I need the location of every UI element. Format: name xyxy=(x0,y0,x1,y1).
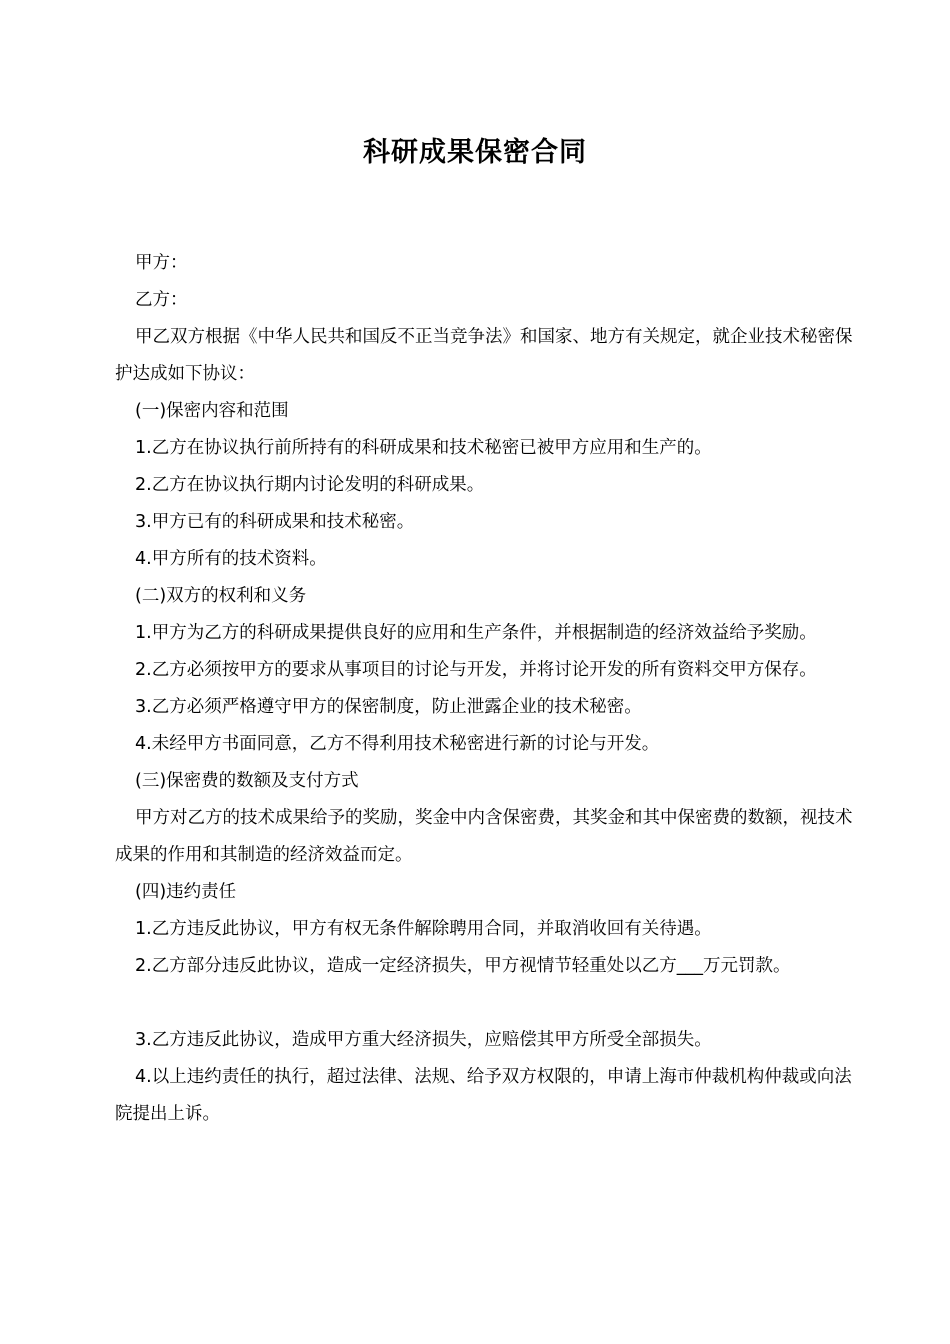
clause-3-body: 甲方对乙方的技术成果给予的奖励，奖金中内含保密费，其奖金和其中保密费的数额，视技术成果的作用和其制造的经济效益而定。 xyxy=(115,808,853,865)
blank-gap xyxy=(115,985,855,1022)
clause-2-3: 3.乙方必须严格遵守甲方的保密制度，防止泄露企业的技术秘密。 xyxy=(135,697,642,717)
section-heading-3: (三)保密费的数额及支付方式 xyxy=(135,771,359,791)
clause-4-2: 2.乙方部分违反此协议，造成一定经济损失，甲方视情节轻重处以乙方___万元罚款。 xyxy=(135,956,791,976)
section-heading-2: (二)双方的权利和义务 xyxy=(135,586,307,606)
clause-2-2: 2.乙方必须按甲方的要求从事项目的讨论与开发，并将讨论开发的所有资料交甲方保存。 xyxy=(135,660,817,680)
clause-1-2: 2.乙方在协议执行期内讨论发明的科研成果。 xyxy=(135,475,485,495)
document-title: 科研成果保密合同 xyxy=(363,137,587,168)
clause-2-4: 4.未经甲方书面同意，乙方不得利用技术秘密进行新的讨论与开发。 xyxy=(135,734,660,754)
section-heading-4: (四)违约责任 xyxy=(135,882,237,902)
clause-2-1: 1.甲方为乙方的科研成果提供良好的应用和生产条件，并根据制造的经济效益给予奖励。 xyxy=(135,623,817,643)
party-b-line: 乙方： xyxy=(135,290,188,310)
clause-1-3: 3.甲方已有的科研成果和技术秘密。 xyxy=(135,512,415,532)
clause-4-4: 4.以上违约责任的执行，超过法律、法规、给予双方权限的，申请上海市仲裁机构仲裁或向法院提出上诉。 xyxy=(115,1067,852,1124)
clause-4-3: 3.乙方违反此协议，造成甲方重大经济损失，应赔偿其甲方所受全部损失。 xyxy=(135,1030,712,1050)
clause-1-4: 4.甲方所有的技术资料。 xyxy=(135,549,327,569)
clause-1-1: 1.乙方在协议执行前所持有的科研成果和技术秘密已被甲方应用和生产的。 xyxy=(135,438,712,458)
document-body xyxy=(115,245,855,1133)
preamble-paragraph: 甲乙双方根据《中华人民共和国反不正当竞争法》和国家、地方有关规定，就企业技术秘密保护达成如下协议： xyxy=(115,327,853,384)
party-a-line: 甲方： xyxy=(135,253,188,273)
section-heading-1: (一)保密内容和范围 xyxy=(135,401,289,421)
clause-4-1: 1.乙方违反此协议，甲方有权无条件解除聘用合同，并取消收回有关待遇。 xyxy=(135,919,712,939)
